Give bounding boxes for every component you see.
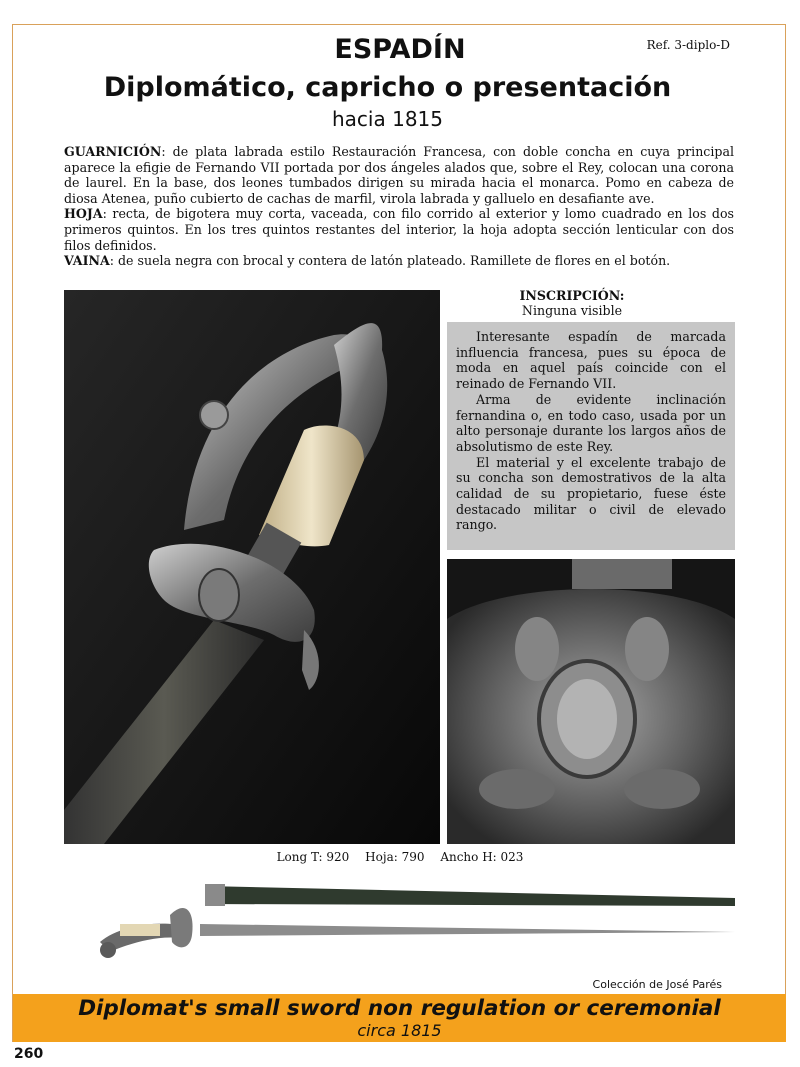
full-sword-photo <box>80 880 740 970</box>
commentary-paragraph: Arma de evidente inclinación fernandina o, en todo caso, usada por un alto personaje durante los largos años de absolutismo de este Rey. <box>456 391 726 454</box>
hilt-photo <box>64 290 440 844</box>
hoja-text: : recta, de bigotera muy corta, vaceada, con filo corrido al exterior y lomo cuadrado en los dos primeros quintos. En los tres quintos restantes del interior, la hoja adopta sección lenticular con dos filos definidos. <box>64 206 734 253</box>
hoja-label: HOJA <box>64 206 103 222</box>
english-banner <box>13 994 786 1042</box>
description <box>64 144 734 269</box>
commentary-paragraph: Interesante espadín de marcada influencia francesa, pues su época de moda en aquel país coincide con el reinado de Fernando VII. <box>456 329 726 392</box>
collection-credit: Colección de José Parés <box>592 978 722 991</box>
page-number: 260 <box>14 1046 44 1062</box>
commentary-paragraph: El material y el excelente trabajo de su concha son demostrativos de la alta calidad de su propietario, fuese éste destacado militar o civil de elevado rango. <box>456 454 726 533</box>
reference-code: Ref. 3-diplo-D <box>646 38 730 52</box>
total-length: Long T: 920 <box>276 850 350 864</box>
blade-width: Ancho H: 023 <box>440 850 524 864</box>
guarnicion-label: GUARNICIÓN <box>64 144 162 159</box>
shell-detail-photo <box>447 559 735 844</box>
blade-length: Hoja: 790 <box>365 850 425 864</box>
vaina-text: : de suela negra con brocal y contera de latón plateado. Ramillete de flores en el botón. <box>109 253 671 269</box>
banner-title: Diplomat's small sword non regulation or ceremonial <box>78 996 721 1021</box>
date-line: hacia 1815 <box>332 107 443 131</box>
inscription-label: INSCRIPCIÓN: <box>519 288 625 303</box>
measurements <box>0 850 800 864</box>
inscription-value: Ninguna visible <box>521 303 623 318</box>
guarnicion-text: : de plata labrada estilo Restauración Francesa, con doble concha en cuya principal aparece la efigie de Fernando VII portada por dos ángeles alados que, sobre el Rey, colocan una corona de laurel. En la base, dos leones tumbados dirigen su mirada hacia el monarca. Pomo en cabeza de diosa Atenea, puño cubierto de cachas de marfil, virola labrada y galluelo en desafiante ave. <box>64 144 734 206</box>
banner-subtitle: circa 1815 <box>357 1021 442 1040</box>
commentary-box <box>447 322 735 550</box>
page-subtitle: Diplomático, capricho o presentación <box>103 72 672 103</box>
vaina-label: VAINA <box>64 253 110 269</box>
page-title: ESPADÍN <box>334 34 466 65</box>
